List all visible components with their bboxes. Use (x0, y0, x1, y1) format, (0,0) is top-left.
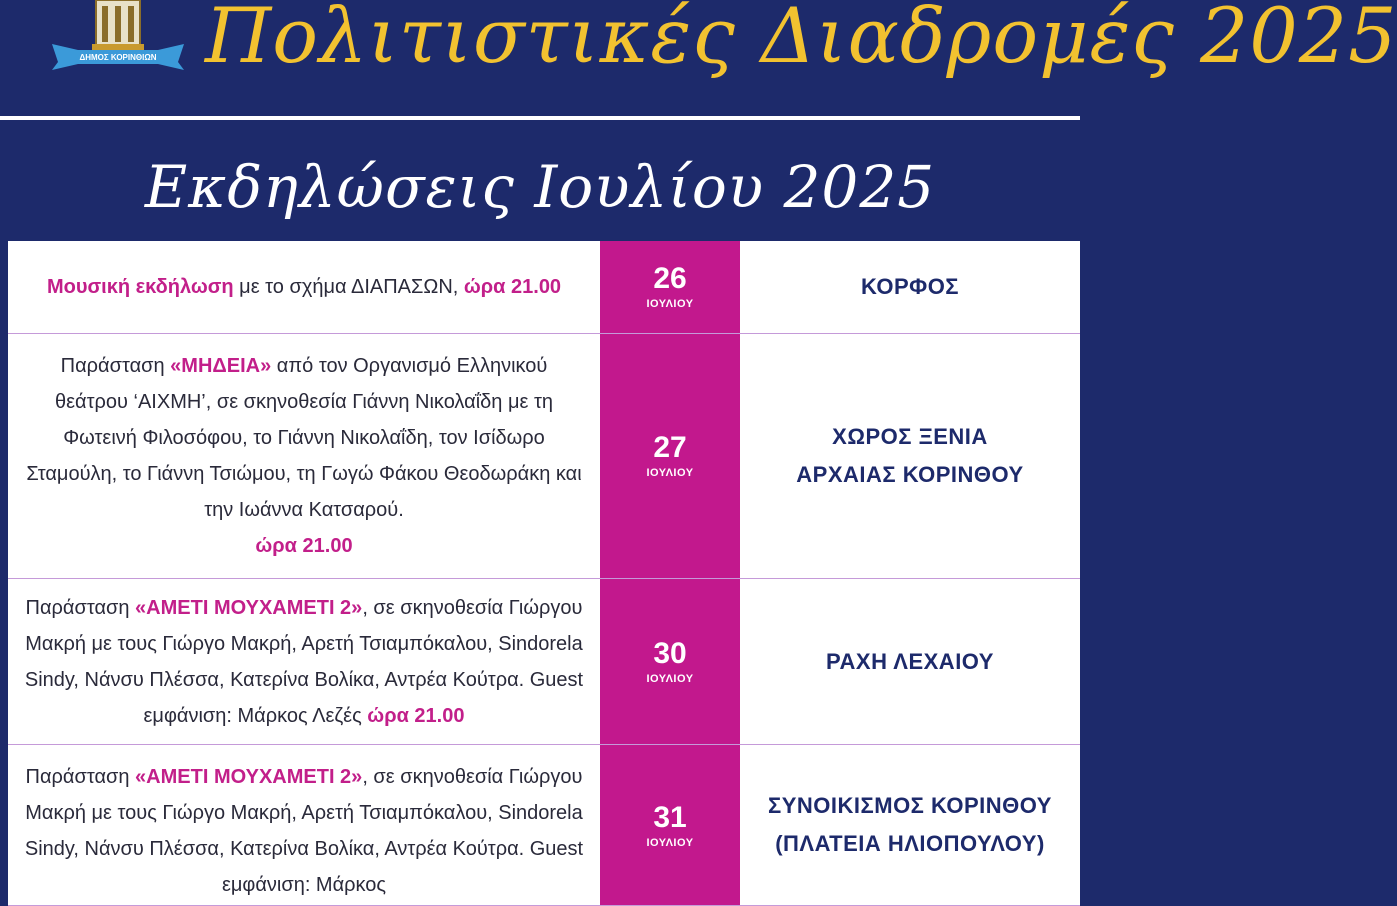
description-text: από τον Οργανισμό Ελληνικού θεάτρου ‘ΑΙΧΜΗ’, σε σκηνοθεσία Γιάννη Νικολαΐδη με τη Φωτεινή Φιλοσόφου, το Γιάννη Νικολαΐδη, τον Ισίδωρο Σταμούλη, το Γιάννη Τσιώμου, τη Γωγώ Φάκου Θεοδωράκη και την Ιωάννα Κατσαρού. (26, 355, 582, 521)
venue-line: ΣΥΝΟΙΚΙΣΜΟΣ ΚΟΡΙΝΘΟΥ (768, 793, 1052, 818)
event-date (600, 241, 740, 333)
events-table (8, 241, 1080, 906)
description-text: , σε σκηνοθεσία Γιώργου Μακρή με τους Γιώργο Μακρή, Αρετή Τσιαμπόκαλου, Sindorela Sindy, Νάνσυ Πλέσσα, Κατερίνα Βολίκα, Αντρέα Κούτρα. Guest εμφάνιση: Μάρκος (24, 766, 584, 896)
event-description (8, 334, 600, 578)
event-venue (740, 241, 1080, 333)
event-venue (740, 745, 1080, 905)
event-description (8, 579, 600, 744)
venue-line: ΡΑΧΗ ΛΕΧΑΙΟΥ (826, 648, 994, 674)
venue-line: ΑΡΧΑΙΑΣ ΚΟΡΙΝΘΟΥ (796, 462, 1024, 487)
description-text: Παράσταση (25, 596, 136, 619)
month-heading: Εκδηλώσεις Ιουλίου 2025 (144, 153, 936, 221)
highlight-text: «ΜΗΔΕΙΑ» (170, 355, 272, 377)
event-row (8, 334, 1080, 579)
header (0, 0, 1397, 116)
highlight-text: ώρα 21.00 (255, 535, 353, 557)
event-date (600, 579, 740, 744)
venue-line: ΚΟΡΦΟΣ (860, 274, 960, 299)
date-day: 31 (653, 801, 687, 834)
logo-text: ΔΗΜΟΣ ΚΟΡΙΝΘΙΩΝ (79, 53, 157, 62)
description-text: με το σχήμα ΔΙΑΠΑΣΩΝ, (233, 276, 464, 298)
date-day: 27 (653, 431, 687, 464)
date-day: 26 (653, 262, 687, 295)
highlight-text: Μουσική εκδήλωση (46, 276, 234, 298)
municipality-logo (48, 0, 188, 80)
event-date (600, 334, 740, 578)
date-month: ΙΟΥΛΙΟΥ (646, 467, 694, 479)
event-date (600, 745, 740, 905)
event-row (8, 241, 1080, 334)
event-venue (740, 334, 1080, 578)
description-text: Παράσταση (60, 355, 171, 377)
event-description (8, 745, 600, 905)
date-day: 30 (653, 636, 687, 670)
event-venue (740, 579, 1080, 744)
date-month: ΙΟΥΛΙΟΥ (646, 298, 694, 310)
date-month: ΙΟΥΛΙΟΥ (646, 672, 694, 685)
description-text: , σε σκηνοθεσία Γιώργου Μακρή με τους Γιώργο Μακρή, Αρετή Τσιαμπόκαλου, Sindorela Sindy, Νάνσυ Πλέσσα, Κατερίνα Βολίκα, Αντρέα Κούτρα. Guest εμφάνιση: Μάρκος Λεζές (24, 596, 584, 727)
event-description (8, 241, 600, 333)
venue-line: (ΠΛΑΤΕΙΑ ΗΛΙΟΠΟΥΛΟΥ) (775, 831, 1045, 856)
event-row (8, 745, 1080, 906)
highlight-text: ώρα 21.00 (463, 276, 562, 298)
divider (0, 116, 1080, 120)
highlight-text: «ΑΜΕΤΙ ΜΟΥΧΑΜΕΤΙ 2» (135, 596, 363, 619)
date-month: ΙΟΥΛΙΟΥ (646, 837, 694, 849)
highlight-text: «ΑΜΕΤΙ ΜΟΥΧΑΜΕΤΙ 2» (135, 766, 363, 788)
venue-line: ΧΩΡΟΣ ΞΕΝΙΑ (832, 424, 988, 449)
event-row (8, 579, 1080, 745)
page-title: Πολιτιστικές Διαδρομές 2025 (205, 0, 1397, 80)
description-text: Παράσταση (25, 766, 136, 788)
highlight-text: ώρα 21.00 (367, 704, 465, 727)
